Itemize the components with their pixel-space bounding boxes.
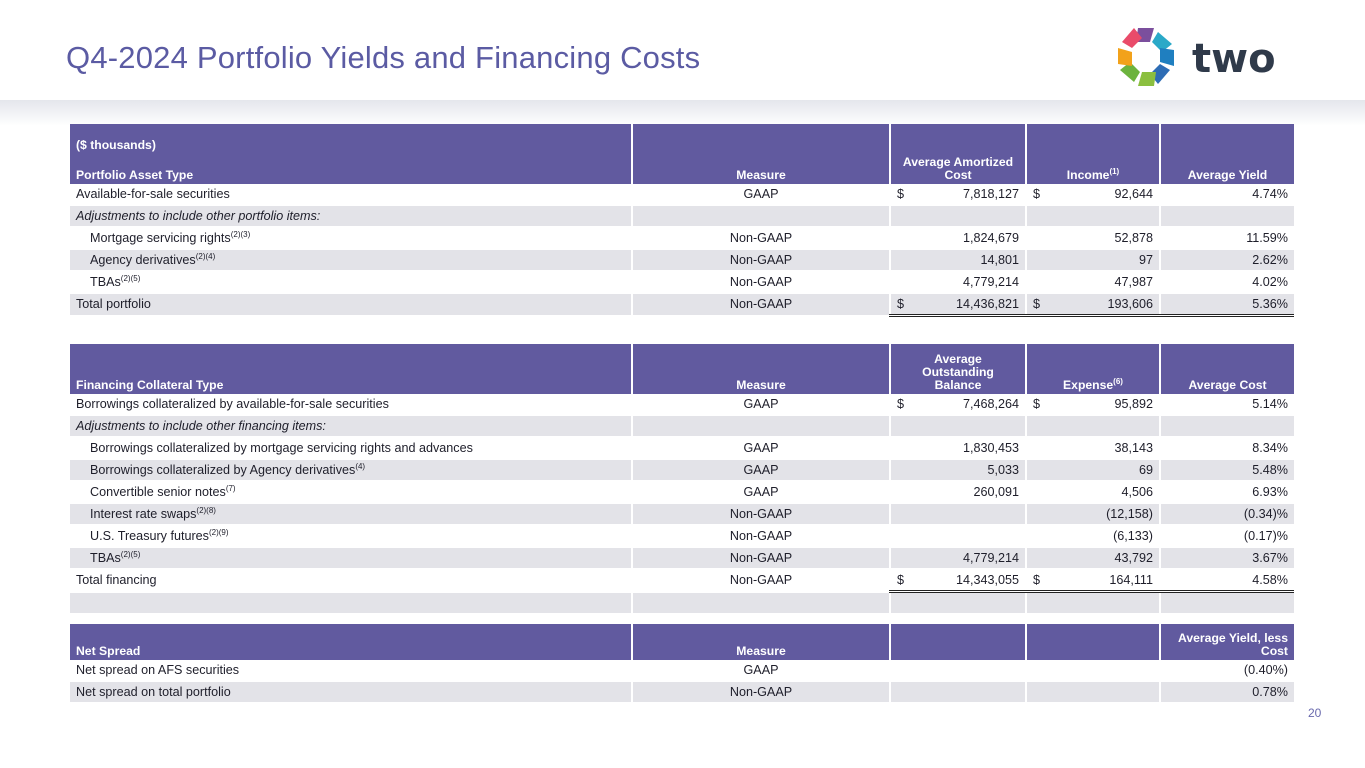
row-value-1 xyxy=(890,569,1026,592)
header-measure: Measure xyxy=(632,124,890,184)
amount: 97 xyxy=(1138,253,1153,267)
table-row xyxy=(70,249,1294,271)
table-row xyxy=(70,227,1294,249)
row-value-2 xyxy=(1026,249,1160,271)
row-label: TBAs$^{(2)(5)}$ xyxy=(70,271,632,293)
amount: 4,779,214 xyxy=(962,551,1019,565)
header-financing-collateral-type: Financing Collateral Type xyxy=(70,344,632,394)
row-value-2 xyxy=(1026,547,1160,569)
row-measure xyxy=(632,205,890,227)
header-income: Income$^{(1)}$ xyxy=(1026,124,1160,184)
row-measure: Non-GAAP xyxy=(632,503,890,525)
table-row xyxy=(70,569,1294,592)
currency-symbol: $ xyxy=(1033,297,1041,311)
row-label: Borrowings collateralized by available-for-sale securities xyxy=(70,394,632,415)
amount: 14,343,055 xyxy=(955,573,1019,587)
amount: 38,143 xyxy=(1114,441,1153,455)
amount: 4,506 xyxy=(1121,485,1153,499)
table-row xyxy=(70,394,1294,415)
row-measure: GAAP xyxy=(632,660,890,681)
amount: 7,818,127 xyxy=(962,187,1019,201)
table-row xyxy=(70,681,1294,703)
amount: (12,158) xyxy=(1106,507,1153,521)
header-average-amortized-cost: Average Amortized Cost xyxy=(890,124,1026,184)
row-label: Adjustments to include other portfolio items: xyxy=(70,205,632,227)
row-label: Borrowings collateralized by Agency derivatives$^{(4)}$ xyxy=(70,459,632,481)
row-rate: (0.34)% xyxy=(1160,503,1294,525)
table-row xyxy=(70,437,1294,459)
row-empty xyxy=(1026,660,1160,681)
currency-symbol: $ xyxy=(1033,397,1041,411)
header-asset-type xyxy=(70,124,632,184)
row-rate: 8.34% xyxy=(1160,437,1294,459)
row-value-2 xyxy=(1026,569,1160,592)
header-empty xyxy=(1026,624,1160,660)
amount: 193,606 xyxy=(1107,297,1153,311)
header-average-outstanding-balance: Average Outstanding Balance xyxy=(890,344,1026,394)
row-value-1 xyxy=(890,415,1026,437)
currency-symbol: $ xyxy=(897,397,905,411)
table-header-row xyxy=(70,344,1294,394)
row-measure: Non-GAAP xyxy=(632,569,890,592)
footnote-ref: (2)(5) xyxy=(120,550,141,559)
table-row xyxy=(70,415,1294,437)
footnote-ref: (2)(3) xyxy=(230,230,251,239)
row-label: TBAs$^{(2)(5)}$ xyxy=(70,547,632,569)
row-value-2 xyxy=(1026,415,1160,437)
amount: 5,033 xyxy=(987,463,1019,477)
table-row xyxy=(70,525,1294,547)
amount: 4,779,214 xyxy=(962,275,1019,289)
row-value-1 xyxy=(890,503,1026,525)
row-measure: Non-GAAP xyxy=(632,547,890,569)
row-value-1 xyxy=(890,227,1026,249)
star-knot-logo-icon xyxy=(1112,24,1297,96)
currency-symbol: $ xyxy=(897,297,905,311)
currency-symbol: $ xyxy=(897,187,905,201)
row-value-2 xyxy=(1026,525,1160,547)
row-rate: 0.78% xyxy=(1160,681,1294,703)
row-rate: (0.17)% xyxy=(1160,525,1294,547)
header-measure: Measure xyxy=(632,344,890,394)
row-measure: Non-GAAP xyxy=(632,293,890,316)
header-label: Portfolio Asset Type xyxy=(76,168,194,182)
row-value-1 xyxy=(890,481,1026,503)
page-title: Q4-2024 Portfolio Yields and Financing Costs xyxy=(66,40,701,75)
row-rate xyxy=(1160,415,1294,437)
row-rate: 5.36% xyxy=(1160,293,1294,316)
row-measure: GAAP xyxy=(632,459,890,481)
units-label: ($ thousands) xyxy=(76,138,156,152)
table-row xyxy=(70,459,1294,481)
header-average-cost: Average Cost xyxy=(1160,344,1294,394)
row-measure xyxy=(632,415,890,437)
row-value-1 xyxy=(890,525,1026,547)
row-measure: Non-GAAP xyxy=(632,681,890,703)
net-spread-table xyxy=(70,624,1294,704)
row-measure: GAAP xyxy=(632,437,890,459)
row-value-2 xyxy=(1026,184,1160,205)
row-measure: Non-GAAP xyxy=(632,525,890,547)
row-measure: GAAP xyxy=(632,184,890,205)
row-measure: Non-GAAP xyxy=(632,249,890,271)
row-label: Agency derivatives$^{(2)(4)}$ xyxy=(70,249,632,271)
row-rate: 4.74% xyxy=(1160,184,1294,205)
row-value-2 xyxy=(1026,481,1160,503)
row-value-2 xyxy=(1026,437,1160,459)
row-rate: 11.59% xyxy=(1160,227,1294,249)
row-measure: Non-GAAP xyxy=(632,271,890,293)
amount: 14,436,821 xyxy=(955,297,1019,311)
amount: 1,824,679 xyxy=(962,231,1019,245)
page-number: 20 xyxy=(1308,706,1322,720)
header-band xyxy=(0,100,1365,126)
row-measure: Non-GAAP xyxy=(632,227,890,249)
header-expense: Expense$^{(6)}$ xyxy=(1026,344,1160,394)
company-logo xyxy=(1112,24,1297,96)
row-label: Net spread on total portfolio xyxy=(70,681,632,703)
table-header-row xyxy=(70,124,1294,184)
amount: 1,830,453 xyxy=(962,441,1019,455)
header-net-spread: Net Spread xyxy=(70,624,632,660)
header-average-yield-less-cost: Average Yield, less Cost xyxy=(1160,624,1294,660)
row-value-1 xyxy=(890,205,1026,227)
portfolio-yields-table xyxy=(70,124,1294,317)
row-label: Convertible senior notes$^{(7)}$ xyxy=(70,481,632,503)
row-value-1 xyxy=(890,437,1026,459)
row-label: Adjustments to include other financing items: xyxy=(70,415,632,437)
row-empty xyxy=(1026,681,1160,703)
amount: 260,091 xyxy=(973,485,1019,499)
row-label: Mortgage servicing rights$^{(2)(3)}$ xyxy=(70,227,632,249)
row-value-1 xyxy=(890,547,1026,569)
row-label: Net spread on AFS securities xyxy=(70,660,632,681)
row-value-2 xyxy=(1026,271,1160,293)
row-value-1 xyxy=(890,271,1026,293)
row-rate: 5.48% xyxy=(1160,459,1294,481)
table-row xyxy=(70,547,1294,569)
row-value-2 xyxy=(1026,459,1160,481)
amount: 47,987 xyxy=(1114,275,1153,289)
row-value-2 xyxy=(1026,394,1160,415)
row-value-1 xyxy=(890,459,1026,481)
row-label: Interest rate swaps$^{(2)(8)}$ xyxy=(70,503,632,525)
currency-symbol: $ xyxy=(1033,573,1041,587)
table-header-row xyxy=(70,624,1294,660)
table-row xyxy=(70,271,1294,293)
row-label: Total portfolio xyxy=(70,293,632,316)
header-empty xyxy=(890,624,1026,660)
footnote-ref: (2)(4) xyxy=(195,252,216,261)
footnote-ref: (2)(8) xyxy=(196,506,216,515)
row-measure: GAAP xyxy=(632,481,890,503)
row-value-2 xyxy=(1026,227,1160,249)
amount: 164,111 xyxy=(1109,573,1153,587)
row-rate xyxy=(1160,205,1294,227)
row-rate: 6.93% xyxy=(1160,481,1294,503)
row-rate: 2.62% xyxy=(1160,249,1294,271)
footnote-ref: (2)(5) xyxy=(120,274,141,283)
amount: 7,468,264 xyxy=(962,397,1019,411)
table-row xyxy=(70,660,1294,681)
footnote-ref: (4) xyxy=(355,462,366,471)
row-label: Total financing xyxy=(70,569,632,592)
row-value-2 xyxy=(1026,503,1160,525)
row-label: Borrowings collateralized by mortgage servicing rights and advances xyxy=(70,437,632,459)
table-row xyxy=(70,481,1294,503)
amount: 69 xyxy=(1138,463,1153,477)
row-rate: 4.02% xyxy=(1160,271,1294,293)
amount: 43,792 xyxy=(1114,551,1153,565)
row-value-1 xyxy=(890,184,1026,205)
row-empty xyxy=(890,660,1026,681)
row-value-1 xyxy=(890,293,1026,316)
row-value-2 xyxy=(1026,205,1160,227)
currency-symbol: $ xyxy=(1033,187,1041,201)
amount: (6,133) xyxy=(1113,529,1153,543)
table-row xyxy=(70,184,1294,205)
currency-symbol: $ xyxy=(897,573,905,587)
footnote-ref: (7) xyxy=(225,484,236,493)
svg-text:two: two xyxy=(1192,36,1276,82)
amount: 14,801 xyxy=(980,253,1019,267)
header-average-yield: Average Yield xyxy=(1160,124,1294,184)
table-row xyxy=(70,205,1294,227)
row-empty xyxy=(890,681,1026,703)
row-value-1 xyxy=(890,394,1026,415)
row-rate: 3.67% xyxy=(1160,547,1294,569)
row-label: U.S. Treasury futures$^{(2)(9)}$ xyxy=(70,525,632,547)
row-measure: GAAP xyxy=(632,394,890,415)
row-value-1 xyxy=(890,249,1026,271)
row-rate: 4.58% xyxy=(1160,569,1294,592)
footnote-ref: (2)(9) xyxy=(208,528,229,537)
spacer-row xyxy=(70,592,1294,615)
amount: 52,878 xyxy=(1114,231,1153,245)
table-row xyxy=(70,503,1294,525)
header-measure: Measure xyxy=(632,624,890,660)
financing-costs-table xyxy=(70,344,1294,615)
row-value-2 xyxy=(1026,293,1160,316)
amount: 95,892 xyxy=(1114,397,1153,411)
row-rate: (0.40%) xyxy=(1160,660,1294,681)
amount: 92,644 xyxy=(1114,187,1153,201)
row-label: Available-for-sale securities xyxy=(70,184,632,205)
table-row xyxy=(70,293,1294,316)
row-rate: 5.14% xyxy=(1160,394,1294,415)
